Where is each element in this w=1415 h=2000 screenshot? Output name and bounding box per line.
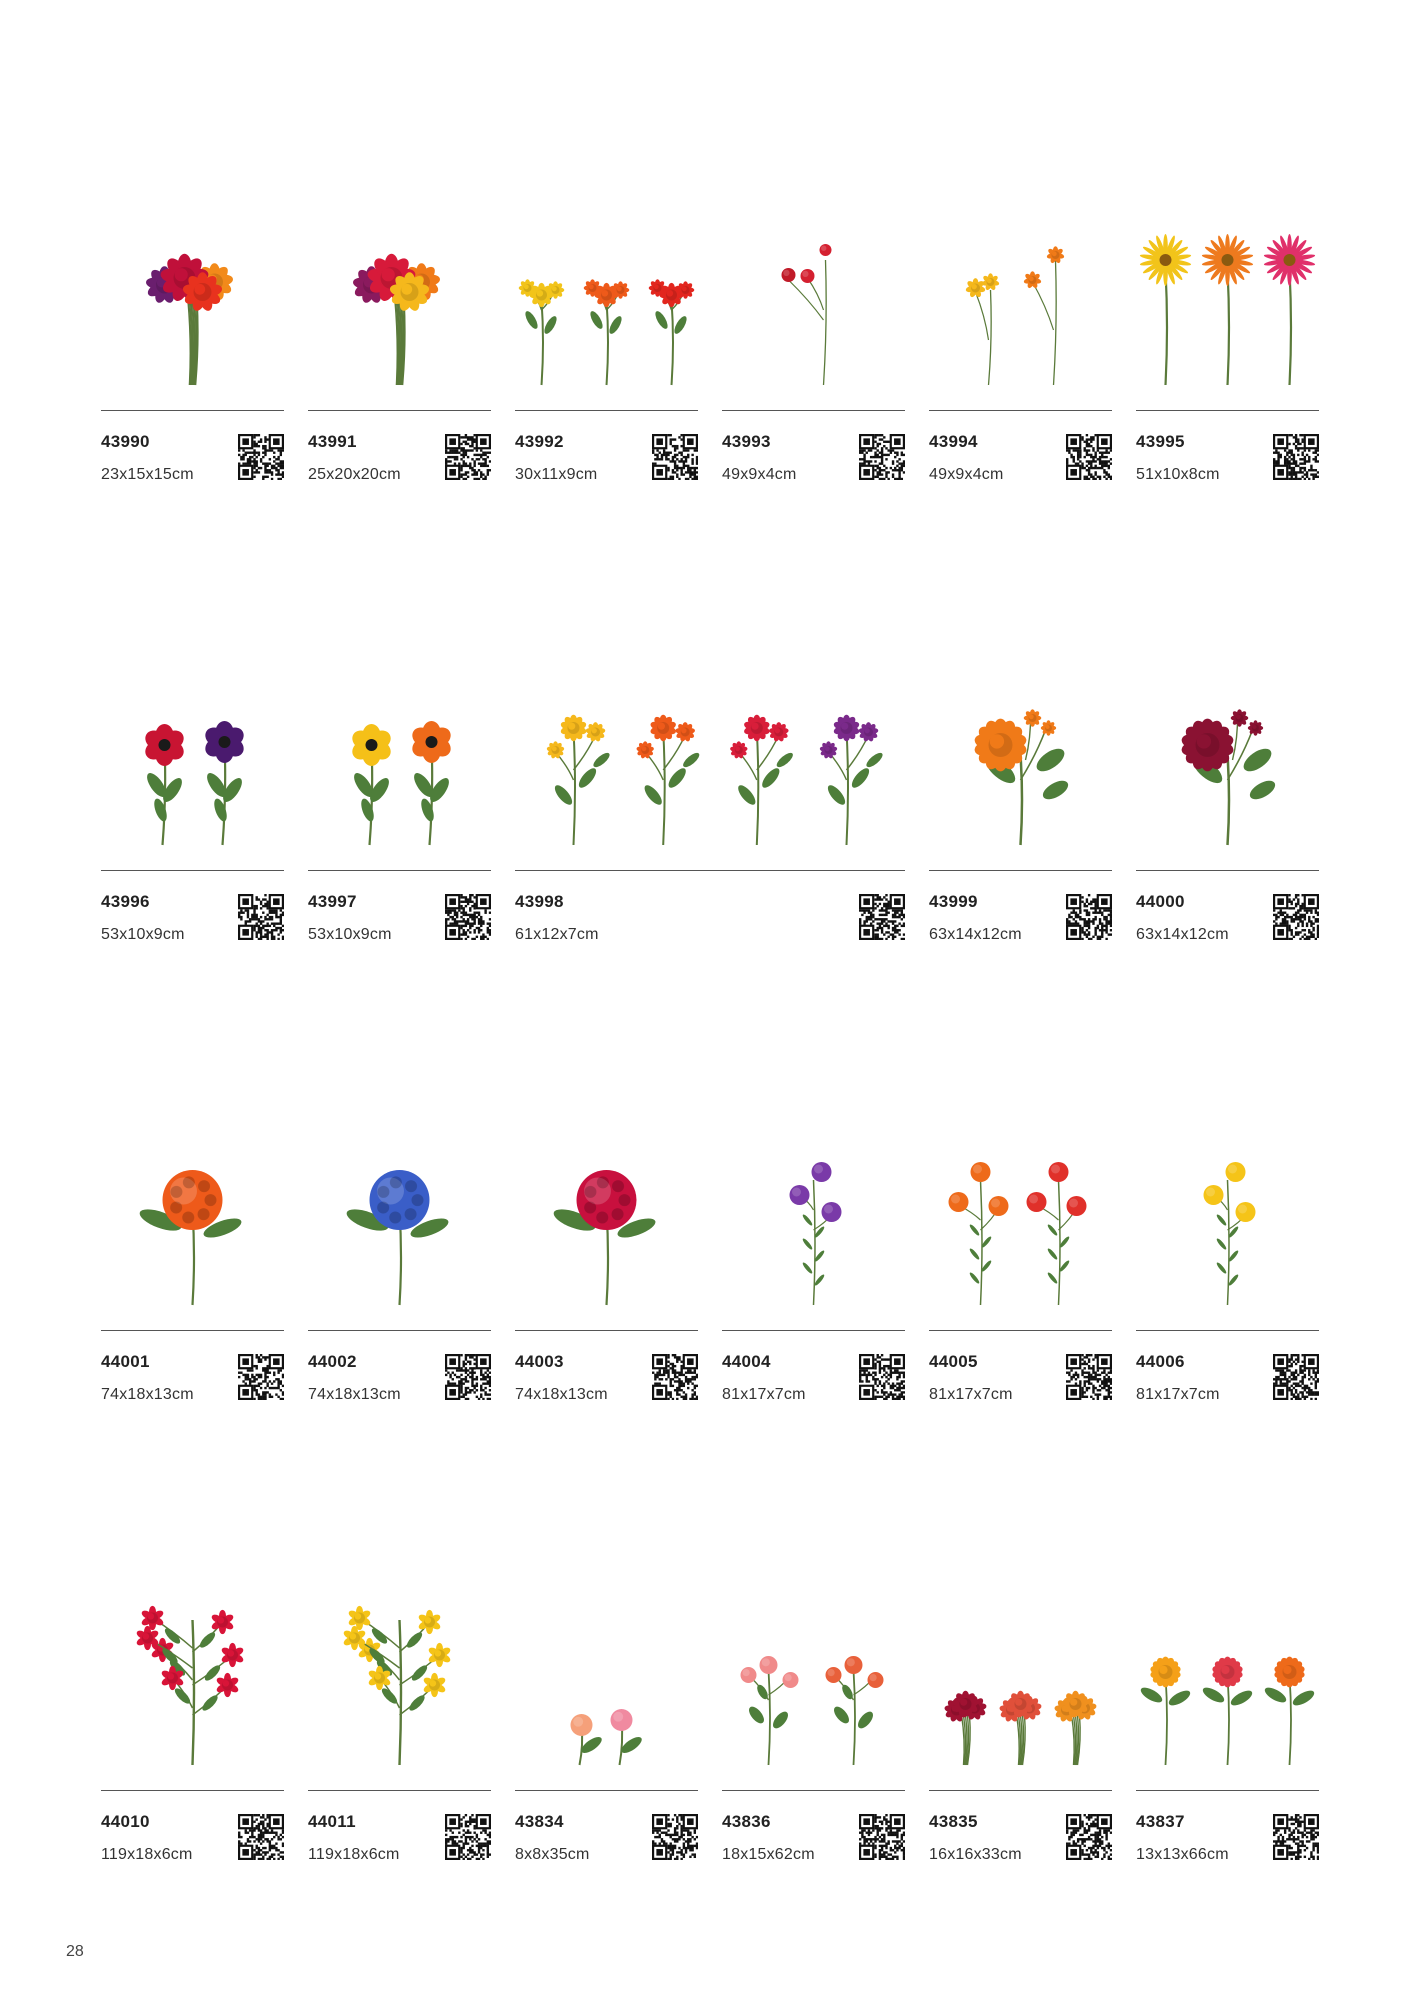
product-dimensions: 53x10x9cm bbox=[308, 926, 392, 943]
product-dimensions: 25x20x20cm bbox=[308, 466, 401, 483]
qr-code-icon[interactable] bbox=[238, 434, 284, 480]
divider bbox=[101, 1790, 284, 1791]
qr-code-icon[interactable] bbox=[1273, 1814, 1319, 1860]
qr-code-icon[interactable] bbox=[1066, 1814, 1112, 1860]
product-card bbox=[929, 660, 1112, 960]
flower-image bbox=[101, 200, 284, 390]
flower-image bbox=[722, 1120, 905, 1310]
divider bbox=[929, 870, 1112, 871]
qr-code-icon[interactable] bbox=[238, 894, 284, 940]
divider bbox=[1136, 410, 1319, 411]
product-dimensions: 81x17x7cm bbox=[722, 1386, 806, 1403]
qr-code-icon[interactable] bbox=[445, 434, 491, 480]
product-card bbox=[515, 200, 698, 500]
divider bbox=[515, 870, 905, 871]
product-code: 43995 bbox=[1136, 432, 1185, 451]
product-code: 44001 bbox=[101, 1352, 150, 1371]
product-code: 43992 bbox=[515, 432, 564, 451]
flower-image bbox=[101, 1120, 284, 1310]
flower-image bbox=[308, 200, 491, 390]
product-dimensions: 13x13x66cm bbox=[1136, 1846, 1229, 1863]
product-card bbox=[515, 1120, 698, 1420]
product-dimensions: 16x16x33cm bbox=[929, 1846, 1022, 1863]
product-card bbox=[101, 200, 284, 500]
divider bbox=[515, 1790, 698, 1791]
qr-code-icon[interactable] bbox=[1066, 434, 1112, 480]
flower-image bbox=[1136, 1580, 1319, 1770]
product-dimensions: 74x18x13cm bbox=[101, 1386, 194, 1403]
product-card bbox=[722, 200, 905, 500]
flower-image bbox=[308, 660, 491, 850]
product-dimensions: 63x14x12cm bbox=[929, 926, 1022, 943]
qr-code-icon[interactable] bbox=[859, 1814, 905, 1860]
product-code: 43837 bbox=[1136, 1812, 1185, 1831]
qr-code-icon[interactable] bbox=[1066, 1354, 1112, 1400]
product-card bbox=[308, 1120, 491, 1420]
flower-image bbox=[929, 1580, 1112, 1770]
product-code: 43835 bbox=[929, 1812, 978, 1831]
divider bbox=[929, 410, 1112, 411]
divider bbox=[1136, 1790, 1319, 1791]
product-card bbox=[1136, 660, 1319, 960]
divider bbox=[722, 1330, 905, 1331]
product-card bbox=[1136, 1120, 1319, 1420]
product-card bbox=[308, 660, 491, 960]
product-card bbox=[101, 1120, 284, 1420]
flower-image bbox=[308, 1120, 491, 1310]
flower-image bbox=[722, 200, 905, 390]
product-code: 43994 bbox=[929, 432, 978, 451]
qr-code-icon[interactable] bbox=[238, 1354, 284, 1400]
qr-code-icon[interactable] bbox=[652, 1354, 698, 1400]
qr-code-icon[interactable] bbox=[238, 1814, 284, 1860]
product-code: 44011 bbox=[308, 1812, 356, 1831]
product-dimensions: 81x17x7cm bbox=[929, 1386, 1013, 1403]
product-dimensions: 119x18x6cm bbox=[101, 1846, 193, 1863]
product-dimensions: 49x9x4cm bbox=[929, 466, 1004, 483]
divider bbox=[515, 1330, 698, 1331]
qr-code-icon[interactable] bbox=[445, 894, 491, 940]
divider bbox=[101, 870, 284, 871]
product-card bbox=[929, 1120, 1112, 1420]
product-card bbox=[515, 660, 905, 960]
product-card bbox=[929, 1580, 1112, 1880]
flower-image bbox=[515, 1120, 698, 1310]
divider bbox=[101, 1330, 284, 1331]
divider bbox=[722, 1790, 905, 1791]
flower-image bbox=[1136, 660, 1319, 850]
product-dimensions: 49x9x4cm bbox=[722, 466, 797, 483]
product-code: 43834 bbox=[515, 1812, 564, 1831]
qr-code-icon[interactable] bbox=[1273, 894, 1319, 940]
qr-code-icon[interactable] bbox=[1066, 894, 1112, 940]
divider bbox=[101, 410, 284, 411]
product-card bbox=[1136, 200, 1319, 500]
page-number: 28 bbox=[66, 1943, 84, 1960]
divider bbox=[515, 410, 698, 411]
product-code: 43997 bbox=[308, 892, 357, 911]
divider bbox=[308, 1790, 491, 1791]
qr-code-icon[interactable] bbox=[652, 1814, 698, 1860]
qr-code-icon[interactable] bbox=[445, 1354, 491, 1400]
flower-image bbox=[929, 660, 1112, 850]
product-code: 44002 bbox=[308, 1352, 357, 1371]
product-code: 44003 bbox=[515, 1352, 564, 1371]
flower-image bbox=[515, 660, 905, 850]
product-code: 43836 bbox=[722, 1812, 771, 1831]
flower-image bbox=[515, 1580, 698, 1770]
product-card bbox=[1136, 1580, 1319, 1880]
product-dimensions: 74x18x13cm bbox=[308, 1386, 401, 1403]
product-dimensions: 51x10x8cm bbox=[1136, 466, 1220, 483]
flower-image bbox=[929, 1120, 1112, 1310]
product-card bbox=[722, 1580, 905, 1880]
product-card bbox=[101, 660, 284, 960]
qr-code-icon[interactable] bbox=[859, 434, 905, 480]
qr-code-icon[interactable] bbox=[652, 434, 698, 480]
product-code: 44010 bbox=[101, 1812, 150, 1831]
product-code: 43998 bbox=[515, 892, 564, 911]
product-code: 44004 bbox=[722, 1352, 771, 1371]
product-dimensions: 81x17x7cm bbox=[1136, 1386, 1220, 1403]
product-code: 43990 bbox=[101, 432, 150, 451]
flower-image bbox=[308, 1580, 491, 1770]
divider bbox=[1136, 870, 1319, 871]
qr-code-icon[interactable] bbox=[1273, 434, 1319, 480]
product-dimensions: 30x11x9cm bbox=[515, 466, 598, 483]
product-dimensions: 61x12x7cm bbox=[515, 926, 599, 943]
product-card bbox=[101, 1580, 284, 1880]
divider bbox=[1136, 1330, 1319, 1331]
qr-code-icon[interactable] bbox=[445, 1814, 491, 1860]
product-code: 43996 bbox=[101, 892, 150, 911]
divider bbox=[308, 410, 491, 411]
divider bbox=[722, 410, 905, 411]
qr-code-icon[interactable] bbox=[1273, 1354, 1319, 1400]
flower-image bbox=[1136, 1120, 1319, 1310]
flower-image bbox=[101, 660, 284, 850]
product-code: 43991 bbox=[308, 432, 357, 451]
qr-code-icon[interactable] bbox=[859, 1354, 905, 1400]
product-code: 43999 bbox=[929, 892, 978, 911]
divider bbox=[308, 1330, 491, 1331]
product-card bbox=[722, 1120, 905, 1420]
product-code: 44006 bbox=[1136, 1352, 1185, 1371]
product-card bbox=[929, 200, 1112, 500]
product-card bbox=[515, 1580, 698, 1880]
product-code: 44000 bbox=[1136, 892, 1185, 911]
product-dimensions: 119x18x6cm bbox=[308, 1846, 400, 1863]
product-card bbox=[308, 200, 491, 500]
product-dimensions: 8x8x35cm bbox=[515, 1846, 590, 1863]
product-code: 44005 bbox=[929, 1352, 978, 1371]
flower-image bbox=[101, 1580, 284, 1770]
product-dimensions: 63x14x12cm bbox=[1136, 926, 1229, 943]
flower-image bbox=[515, 200, 698, 390]
product-dimensions: 23x15x15cm bbox=[101, 466, 194, 483]
divider bbox=[929, 1330, 1112, 1331]
divider bbox=[929, 1790, 1112, 1791]
product-code: 43993 bbox=[722, 432, 771, 451]
flower-image bbox=[722, 1580, 905, 1770]
qr-code-icon[interactable] bbox=[859, 894, 905, 940]
product-dimensions: 53x10x9cm bbox=[101, 926, 185, 943]
flower-image bbox=[929, 200, 1112, 390]
product-card bbox=[308, 1580, 491, 1880]
divider bbox=[308, 870, 491, 871]
product-dimensions: 18x15x62cm bbox=[722, 1846, 815, 1863]
flower-image bbox=[1136, 200, 1319, 390]
product-dimensions: 74x18x13cm bbox=[515, 1386, 608, 1403]
